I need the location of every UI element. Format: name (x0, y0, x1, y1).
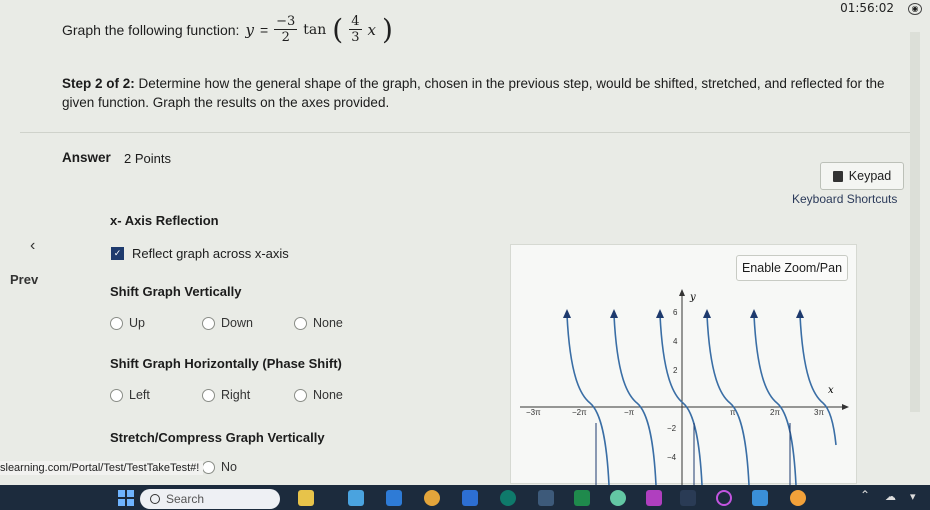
tan-branch (800, 315, 836, 445)
radio-label: No (221, 460, 237, 474)
coef-den: 2 (281, 30, 290, 45)
arrow-up-icon (703, 309, 711, 318)
step-text: Determine how the general shape of the graph, chosen in the previous step, would be shifted, stretched, and reflected for the given function. Graph the results on the axes provided. (62, 76, 885, 110)
x-tick: 3π (814, 408, 824, 417)
radio-label: Left (129, 388, 150, 402)
shift-horizontal-heading: Shift Graph Horizontally (Phase Shift) (110, 356, 342, 371)
reflect-checkbox[interactable]: ✓ (111, 247, 124, 260)
y-tick: 4 (673, 337, 678, 346)
math-tan: tan (303, 21, 327, 38)
y-tick: 6 (673, 308, 678, 317)
app-icon[interactable] (574, 490, 590, 506)
divider (20, 132, 915, 133)
paren-close: ) (381, 12, 393, 46)
cloud-icon[interactable]: ☁ (885, 491, 896, 503)
radio-circle[interactable] (110, 389, 123, 402)
timer: 01:56:02 (840, 1, 894, 15)
points-label: 2 Points (124, 151, 171, 166)
math-y: y (245, 20, 254, 39)
radio-circle[interactable] (202, 461, 215, 474)
radio-circle[interactable] (110, 317, 123, 330)
x-tick: −2π (572, 408, 587, 417)
x-tick: −3π (526, 408, 541, 417)
app-icon[interactable] (752, 490, 768, 506)
chevron-left-icon[interactable]: ‹ (30, 237, 36, 254)
y-tick: 2 (673, 366, 678, 375)
file-explorer-icon[interactable] (348, 490, 364, 506)
radio-none-h[interactable] (294, 388, 386, 402)
scrollbar[interactable] (910, 32, 920, 412)
step-instructions (62, 74, 912, 112)
keyboard-shortcuts-link[interactable]: Keyboard Shortcuts (792, 192, 898, 206)
radio-label: None (313, 388, 343, 402)
edge-icon[interactable] (500, 490, 516, 506)
question-prompt (62, 14, 393, 45)
branch-arrows (563, 309, 804, 318)
arg-fraction (349, 14, 361, 45)
app-icon[interactable] (610, 490, 626, 506)
status-url: slearning.com/Portal/Test/TestTakeTest#! (0, 461, 203, 475)
radio-circle[interactable] (294, 317, 307, 330)
coef-num: −3 (276, 14, 296, 29)
radio-down[interactable] (202, 316, 294, 330)
y-axis-arrow (679, 289, 685, 296)
radio-label: Right (221, 388, 251, 402)
windows-start-icon[interactable] (118, 490, 134, 506)
arg-den: 3 (351, 30, 360, 45)
app-icon[interactable] (646, 490, 662, 506)
graph-canvas[interactable] (510, 285, 855, 485)
radio-no[interactable] (202, 460, 294, 474)
coef-fraction (274, 14, 297, 45)
y-tick: −2 (667, 424, 677, 433)
reflect-option[interactable] (111, 246, 289, 261)
arrow-up-icon (750, 309, 758, 318)
radio-label: Up (129, 316, 145, 330)
keypad-button[interactable] (820, 162, 904, 190)
question-prefix: Graph the following function: (62, 21, 240, 38)
eye-icon[interactable]: ◉ (908, 3, 922, 15)
radio-up[interactable] (110, 316, 202, 330)
app-icon[interactable] (386, 490, 402, 506)
radio-label: None (313, 316, 343, 330)
paren-open: ( (332, 12, 344, 46)
taskbar-search[interactable] (140, 489, 280, 509)
tan-branch (707, 315, 749, 485)
shift-vertical-heading: Shift Graph Vertically (110, 284, 242, 299)
radio-circle[interactable] (202, 389, 215, 402)
curve-branches (567, 315, 836, 485)
radio-label: Down (221, 316, 253, 330)
shift-horizontal-options (110, 388, 386, 402)
reflect-label: Reflect graph across x-axis (132, 246, 289, 261)
search-label: Search (166, 492, 205, 506)
x-axis-label: x (828, 385, 834, 396)
asymptotes (596, 423, 790, 485)
answer-label: Answer (62, 150, 111, 165)
keypad-label: Keypad (848, 169, 892, 183)
stretch-heading: Stretch/Compress Graph Vertically (110, 430, 325, 445)
y-axis-label: y (690, 292, 696, 303)
wifi-icon[interactable]: ▾ (910, 491, 916, 503)
radio-circle[interactable] (294, 389, 307, 402)
x-tick: 2π (770, 408, 780, 417)
radio-left[interactable] (110, 388, 202, 402)
chevron-up-icon[interactable]: ⌃ (860, 488, 871, 502)
calculator-icon (833, 171, 843, 182)
radio-right[interactable] (202, 388, 294, 402)
x-tick: −π (624, 408, 635, 417)
arrow-up-icon (563, 309, 571, 318)
x-tick: π (730, 408, 736, 417)
reflection-heading: x- Axis Reflection (110, 213, 219, 228)
arrow-up-icon (656, 309, 664, 318)
mail-icon[interactable] (462, 490, 478, 506)
enable-zoom-pan-button[interactable]: Enable Zoom/Pan (736, 255, 848, 281)
tan-branch (567, 315, 609, 485)
search-icon (150, 494, 160, 504)
step-label: Step 2 of 2: (62, 76, 135, 91)
math-x: x (367, 20, 376, 39)
arrow-up-icon (796, 309, 804, 318)
widget-icon[interactable] (298, 490, 314, 506)
prev-button[interactable]: Prev (10, 272, 39, 287)
chrome-icon[interactable] (424, 490, 440, 506)
y-tick: −4 (667, 453, 677, 462)
arrow-up-icon (610, 309, 618, 318)
radio-none[interactable] (294, 316, 386, 330)
stretch-options (202, 460, 294, 474)
radio-circle[interactable] (202, 317, 215, 330)
app-icon[interactable] (790, 490, 806, 506)
tan-branch (614, 315, 656, 485)
store-icon[interactable] (538, 490, 554, 506)
math-eq: = (259, 21, 269, 38)
x-axis-arrow (842, 404, 849, 410)
app-icon[interactable] (680, 490, 696, 506)
app-icon[interactable] (716, 490, 732, 506)
shift-vertical-options (110, 316, 386, 330)
arg-num: 4 (351, 14, 360, 29)
